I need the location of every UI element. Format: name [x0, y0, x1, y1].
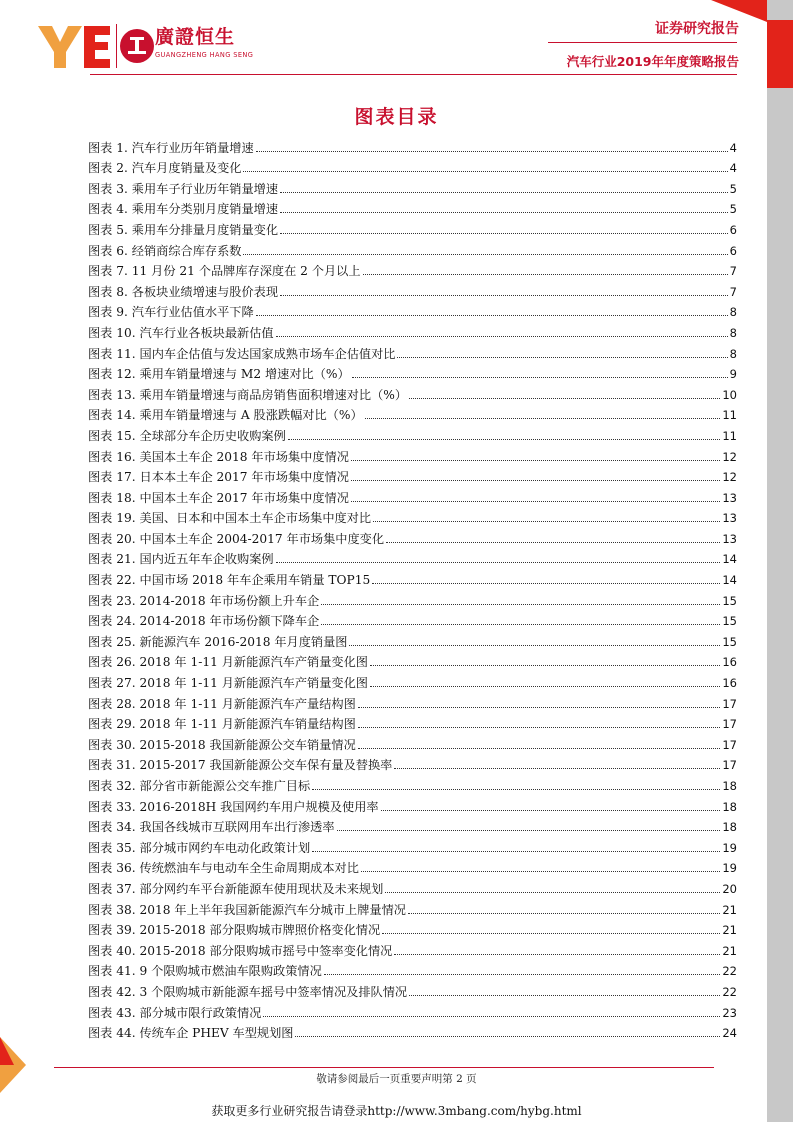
toc-entry-label: 图表 32. 部分省市新能源公交车推广目标: [88, 779, 311, 793]
toc-entry-page: 5: [729, 202, 737, 217]
toc-entry-page: 19: [722, 840, 737, 855]
toc-entry-page: 8: [729, 305, 737, 320]
toc-leader-dots: [385, 892, 720, 893]
toc-entry-label: 图表 30. 2015-2018 我国新能源公交车销量情况: [88, 737, 356, 752]
toc-entry-label: 图表 41. 9 个限购城市燃油车限购政策情况: [88, 964, 322, 979]
toc-leader-dots: [280, 212, 728, 213]
toc-entry[interactable]: [88, 978, 737, 999]
toc-entry-label: 图表 27. 2018 年 1-11 月新能源汽车产销量变化图: [88, 676, 368, 691]
toc-leader-dots: [394, 954, 720, 955]
toc-leader-dots: [365, 418, 721, 419]
toc-entry[interactable]: [88, 361, 737, 382]
toc-entry-page: 15: [722, 634, 737, 649]
toc-entry-page: 21: [722, 902, 737, 917]
toc-entry-page: 18: [722, 820, 737, 835]
toc-entry-label: 图表 17. 日本本土车企 2017 年市场集中度情况: [88, 470, 349, 485]
toc-entry-page: 16: [722, 676, 737, 691]
toc-entry-label: 图表 43. 部分城市限行政策情况: [88, 1005, 262, 1020]
toc-entry-page: 18: [722, 779, 737, 793]
toc-entry-label: 图表 16. 美国本土车企 2018 年市场集中度情况: [88, 449, 349, 464]
toc-entry-page: 17: [722, 717, 737, 732]
toc-entry-page: 15: [722, 614, 737, 629]
toc-leader-dots: [382, 933, 720, 934]
toc-entry[interactable]: [88, 319, 737, 340]
toc-leader-dots: [351, 460, 720, 461]
toc-leader-dots: [243, 171, 727, 172]
toc-entry-page: 19: [722, 861, 737, 876]
toc-entry-page: 12: [722, 470, 737, 485]
toc-entry-page: 16: [722, 655, 737, 670]
report-title: 汽车行业2019年年度策略报告: [566, 54, 739, 69]
toc-leader-dots: [276, 336, 728, 337]
toc-entry[interactable]: [88, 855, 737, 876]
toc-entry-label: 图表 44. 传统车企 PHEV 车型规划图: [88, 1026, 294, 1041]
toc-entry-label: 图表 26. 2018 年 1-11 月新能源汽车产销量变化图: [88, 655, 368, 670]
toc-entry-label: 图表 24. 2014-2018 年市场份额下降车企: [88, 614, 320, 629]
toc-entry[interactable]: [88, 834, 737, 855]
toc-entry-label: 图表 10. 汽车行业各板块最新估值: [88, 325, 274, 340]
toc-leader-dots: [295, 1036, 720, 1037]
toc-entry[interactable]: [88, 587, 737, 608]
toc-leader-dots: [372, 583, 720, 584]
toc-entry-label: 图表 36. 传统燃油车与电动车全生命周期成本对比: [88, 861, 359, 876]
toc-entry-page: 10: [722, 387, 737, 402]
toc-entry-page: 9: [729, 367, 737, 382]
toc-entry[interactable]: [88, 669, 737, 690]
toc-leader-dots: [351, 501, 720, 502]
toc-entry[interactable]: [88, 340, 737, 361]
toc-leader-dots: [321, 624, 720, 625]
toc-entry-label: 图表 19. 美国、日本和中国本土车企市场集中度对比: [88, 511, 372, 526]
toc-entry[interactable]: [88, 464, 737, 485]
brand-name-en: GUANGZHENG HANG SENG: [155, 51, 254, 59]
toc-leader-dots: [280, 233, 728, 234]
toc-leader-dots: [256, 315, 728, 316]
toc-leader-dots: [349, 645, 720, 646]
table-of-figures: [88, 134, 737, 1040]
toc-leader-dots: [243, 254, 727, 255]
bottom-left-corner-accent-red: [0, 1037, 14, 1065]
toc-leader-dots: [373, 521, 720, 522]
download-note: 获取更多行业研究报告请登录http://www.3mbang.com/hybg.html: [211, 1104, 582, 1118]
toc-leader-dots: [288, 439, 721, 440]
header-underline: [90, 74, 737, 75]
toc-entry-label: 图表 28. 2018 年 1-11 月新能源汽车产量结构图: [88, 696, 356, 711]
toc-entry-label: 图表 39. 2015-2018 部分限购城市牌照价格变化情况: [88, 923, 381, 938]
toc-leader-dots: [370, 665, 720, 666]
toc-entry[interactable]: [88, 875, 737, 896]
toc-entry-page: 22: [722, 984, 737, 999]
toc-entry-label: 图表 22. 中国市场 2018 年车企乘用车销量 TOP15: [88, 573, 371, 588]
toc-entry-page: 5: [729, 181, 737, 196]
toc-entry-label: 图表 5. 乘用车分排量月度销量变化: [88, 222, 279, 237]
toc-entry-page: 21: [722, 923, 737, 938]
toc-entry-page: 11: [722, 428, 737, 443]
toc-entry-page: 4: [729, 161, 737, 176]
toc-entry[interactable]: [88, 381, 737, 402]
toc-entry-page: 22: [722, 964, 737, 979]
toc-entry-label: 图表 14. 乘用车销量增速与 A 股涨跌幅对比（%）: [88, 408, 363, 423]
toc-entry-page: 8: [729, 325, 737, 340]
toc-entry[interactable]: [88, 278, 737, 299]
toc-entry-page: 14: [722, 552, 737, 567]
toc-entry-page: 17: [722, 696, 737, 711]
toc-entry[interactable]: [88, 649, 737, 670]
toc-entry-page: 11: [722, 408, 737, 423]
toc-entry-label: 图表 20. 中国本土车企 2004-2017 年市场集中度变化: [88, 531, 385, 546]
toc-leader-dots: [312, 789, 720, 790]
toc-entry[interactable]: [88, 937, 737, 958]
toc-entry-page: 24: [722, 1026, 737, 1041]
toc-entry-label: 图表 40. 2015-2018 部分限购城市摇号中签率变化情况: [88, 943, 393, 958]
toc-leader-dots: [394, 768, 720, 769]
footer-disclaimer: 敬请参阅最后一页重要声明第 2 页: [316, 1073, 477, 1085]
toc-entry[interactable]: [88, 711, 737, 732]
toc-leader-dots: [324, 974, 721, 975]
toc-leader-dots: [352, 377, 728, 378]
toc-entry-page: 13: [722, 531, 737, 546]
toc-leader-dots: [321, 604, 720, 605]
toc-entry[interactable]: [88, 402, 737, 423]
toc-entry-page: 4: [729, 140, 737, 155]
toc-entry-label: 图表 4. 乘用车分类别月度销量增速: [88, 202, 279, 217]
toc-entry[interactable]: [88, 917, 737, 938]
toc-entry[interactable]: [88, 958, 737, 979]
toc-entry[interactable]: [88, 896, 737, 917]
toc-entry[interactable]: [88, 134, 737, 155]
toc-entry[interactable]: [88, 772, 737, 793]
toc-leader-dots: [361, 871, 720, 872]
toc-entry-page: 7: [729, 284, 737, 299]
toc-entry-label: 图表 6. 经销商综合库存系数: [88, 243, 242, 258]
toc-entry-page: 18: [722, 799, 737, 814]
toc-entry-label: 图表 2. 汽车月度销量及变化: [88, 161, 242, 176]
toc-entry-page: 13: [722, 511, 737, 526]
brand-name-cn: 廣證恒生: [155, 26, 236, 48]
toc-entry[interactable]: [88, 608, 737, 629]
toc-entry-page: 6: [729, 243, 737, 258]
toc-entry-label: 图表 38. 2018 年上半年我国新能源汽车分城市上牌量情况: [88, 902, 406, 917]
toc-entry[interactable]: [88, 731, 737, 752]
toc-entry[interactable]: [88, 525, 737, 546]
toc-entry-label: 图表 34. 我国各线城市互联网用车出行渗透率: [88, 820, 335, 835]
toc-entry[interactable]: [88, 546, 737, 567]
toc-entry-page: 17: [722, 758, 737, 773]
toc-entry[interactable]: [88, 566, 737, 587]
toc-leader-dots: [280, 192, 728, 193]
report-type: 证券研究报告: [655, 21, 739, 37]
toc-leader-dots: [276, 562, 721, 563]
toc-entry-label: 图表 1. 汽车行业历年销量增速: [88, 140, 254, 155]
toc-entry-page: 21: [722, 943, 737, 958]
toc-leader-dots: [337, 830, 721, 831]
toc-entry-label: 图表 42. 3 个限购城市新能源车摇号中签率情况及排队情况: [88, 984, 408, 999]
toc-entry[interactable]: [88, 299, 737, 320]
toc-leader-dots: [256, 151, 728, 152]
toc-leader-dots: [358, 748, 721, 749]
header-divider: [548, 42, 737, 43]
toc-entry-label: 图表 25. 新能源汽车 2016-2018 年月度销量图: [88, 634, 348, 649]
toc-leader-dots: [409, 398, 720, 399]
toc-entry[interactable]: [88, 1020, 737, 1041]
toc-entry[interactable]: [88, 196, 737, 217]
toc-entry[interactable]: [88, 258, 737, 279]
toc-entry-label: 图表 18. 中国本土车企 2017 年市场集中度情况: [88, 490, 349, 505]
footer-divider: [54, 1067, 714, 1068]
toc-entry-page: 6: [729, 222, 737, 237]
toc-entry[interactable]: [88, 237, 737, 258]
toc-leader-dots: [370, 686, 720, 687]
toc-entry-page: 17: [722, 737, 737, 752]
toc-leader-dots: [312, 851, 720, 852]
toc-entry[interactable]: [88, 422, 737, 443]
toc-title: 图表目录: [354, 106, 439, 128]
toc-entry-page: 23: [722, 1005, 737, 1020]
toc-entry-label: 图表 31. 2015-2017 我国新能源公交车保有量及替换率: [88, 758, 393, 773]
toc-leader-dots: [409, 995, 720, 996]
toc-entry-label: 图表 29. 2018 年 1-11 月新能源汽车销量结构图: [88, 717, 356, 732]
toc-entry-label: 图表 9. 汽车行业估值水平下降: [88, 305, 254, 320]
toc-leader-dots: [363, 274, 728, 275]
toc-entry[interactable]: [88, 216, 737, 237]
toc-entry-label: 图表 23. 2014-2018 年市场份额上升车企: [88, 593, 320, 608]
toc-entry-label: 图表 33. 2016-2018H 我国网约车用户规模及使用率: [88, 799, 379, 814]
toc-entry[interactable]: [88, 628, 737, 649]
toc-leader-dots: [358, 707, 721, 708]
toc-entry[interactable]: [88, 484, 737, 505]
toc-leader-dots: [381, 810, 721, 811]
toc-leader-dots: [280, 295, 728, 296]
toc-entry[interactable]: [88, 505, 737, 526]
toc-leader-dots: [397, 357, 727, 358]
toc-entry[interactable]: [88, 793, 737, 814]
toc-entry[interactable]: [88, 155, 737, 176]
right-decorative-band: [767, 0, 793, 1122]
toc-entry[interactable]: [88, 999, 737, 1020]
toc-entry-label: 图表 21. 国内近五年车企收购案例: [88, 552, 274, 567]
toc-entry-label: 图表 11. 国内车企估值与发达国家成熟市场车企估值对比: [88, 346, 396, 361]
toc-entry-page: 8: [729, 346, 737, 361]
toc-entry-label: 图表 35. 部分城市网约车电动化政策计划: [88, 840, 311, 855]
toc-entry-label: 图表 13. 乘用车销量增速与商品房销售面积增速对比（%）: [88, 387, 408, 402]
toc-entry-label: 图表 8. 各板块业绩增速与股价表现: [88, 284, 279, 299]
toc-entry-label: 图表 3. 乘用车子行业历年销量增速: [88, 181, 279, 196]
toc-leader-dots: [386, 542, 720, 543]
toc-entry-page: 12: [722, 449, 737, 464]
toc-entry-page: 7: [729, 264, 737, 279]
toc-entry-page: 14: [722, 573, 737, 588]
toc-entry-label: 图表 12. 乘用车销量增速与 M2 增速对比（%）: [88, 367, 350, 382]
toc-entry[interactable]: [88, 443, 737, 464]
toc-entry-page: 15: [722, 593, 737, 608]
toc-leader-dots: [408, 913, 720, 914]
toc-entry[interactable]: [88, 175, 737, 196]
toc-leader-dots: [358, 727, 721, 728]
toc-entry-page: 13: [722, 490, 737, 505]
right-red-accent: [767, 20, 793, 88]
toc-leader-dots: [263, 1016, 720, 1017]
toc-entry-label: 图表 7. 11 月份 21 个品牌库存深度在 2 个月以上: [88, 264, 361, 279]
toc-entry[interactable]: [88, 690, 737, 711]
toc-leader-dots: [351, 480, 720, 481]
toc-entry[interactable]: [88, 814, 737, 835]
toc-entry-label: 图表 15. 全球部分车企历史收购案例: [88, 428, 286, 443]
toc-entry-page: 20: [722, 881, 737, 896]
toc-entry[interactable]: [88, 752, 737, 773]
toc-entry-label: 图表 37. 部分网约车平台新能源车使用现状及未来规划: [88, 881, 384, 896]
